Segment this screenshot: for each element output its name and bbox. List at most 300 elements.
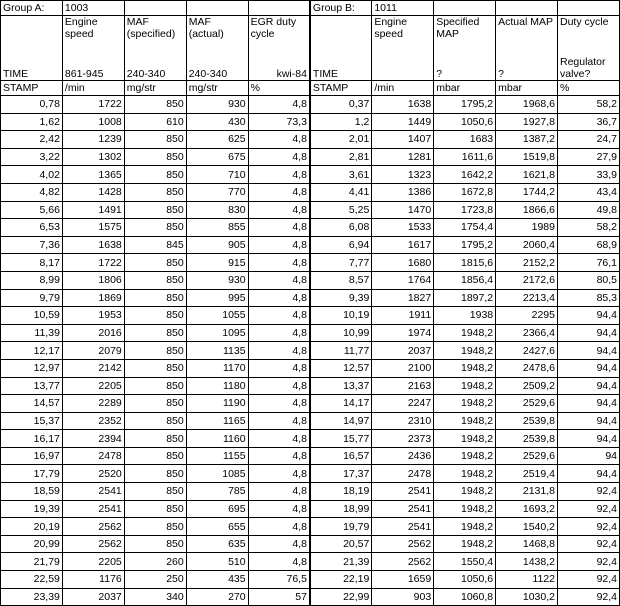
table-cell: 6,08 xyxy=(310,219,372,237)
group-b-col3-header: Specified MAP ? xyxy=(434,16,496,81)
table-cell: 850 xyxy=(124,166,186,184)
table-cell: 17,37 xyxy=(310,465,372,483)
table-cell: 675 xyxy=(186,148,248,166)
table-cell: 2205 xyxy=(62,377,124,395)
table-cell: 1638 xyxy=(372,96,434,114)
table-cell: 49,8 xyxy=(557,201,619,219)
table-cell: 850 xyxy=(124,183,186,201)
table-cell: 4,8 xyxy=(248,359,310,377)
table-cell: 11,77 xyxy=(310,342,372,360)
table-cell: 80,5 xyxy=(557,271,619,289)
table-row xyxy=(1,183,620,201)
table-cell: 27,9 xyxy=(557,148,619,166)
table-cell: 850 xyxy=(124,307,186,325)
table-row xyxy=(1,359,620,377)
table-cell: 1672,8 xyxy=(434,183,496,201)
group-b-id: 1011 xyxy=(372,1,434,16)
table-cell: 1948,2 xyxy=(434,377,496,395)
table-cell: 13,77 xyxy=(1,377,63,395)
table-cell: 2366,4 xyxy=(496,324,558,342)
table-cell: 73,3 xyxy=(248,113,310,131)
table-cell: 6,94 xyxy=(310,236,372,254)
table-cell: 57 xyxy=(248,588,310,606)
table-row xyxy=(1,166,620,184)
table-cell: 10,19 xyxy=(310,307,372,325)
group-a-col2-header: Engine speed 861-945 xyxy=(62,16,124,81)
table-cell: 6,53 xyxy=(1,219,63,237)
table-cell: 4,8 xyxy=(248,500,310,518)
table-cell: 92,4 xyxy=(557,500,619,518)
table-cell: 250 xyxy=(124,571,186,589)
table-cell: 7,36 xyxy=(1,236,63,254)
table-cell: 4,8 xyxy=(248,254,310,272)
table-cell: 22,59 xyxy=(1,571,63,589)
unit-cell: /min xyxy=(62,81,124,96)
table-cell: 1754,4 xyxy=(434,219,496,237)
table-cell: 2529,6 xyxy=(496,395,558,413)
table-cell: 1519,8 xyxy=(496,148,558,166)
table-cell: 1540,2 xyxy=(496,518,558,536)
table-cell: 1897,2 xyxy=(434,289,496,307)
table-cell: 1795,2 xyxy=(434,96,496,114)
table-cell: 1974 xyxy=(372,324,434,342)
group-b-col1-header: TIME xyxy=(310,16,372,81)
table-cell: 930 xyxy=(186,271,248,289)
table-cell: 2,81 xyxy=(310,148,372,166)
table-cell: 36,7 xyxy=(557,113,619,131)
table-cell: 1723,8 xyxy=(434,201,496,219)
table-cell: 1927,8 xyxy=(496,113,558,131)
table-cell: 1387,2 xyxy=(496,131,558,149)
table-cell: 2509,2 xyxy=(496,377,558,395)
table-cell: 4,02 xyxy=(1,166,63,184)
table-cell: 850 xyxy=(124,219,186,237)
table-cell: 1948,2 xyxy=(434,324,496,342)
table-cell: 16,97 xyxy=(1,447,63,465)
table-cell: 15,37 xyxy=(1,412,63,430)
table-cell: 2541 xyxy=(62,483,124,501)
table-cell: 18,19 xyxy=(310,483,372,501)
table-cell: 1764 xyxy=(372,271,434,289)
table-cell: 2562 xyxy=(372,535,434,553)
table-cell: 2295 xyxy=(496,307,558,325)
table-cell: 94,4 xyxy=(557,324,619,342)
table-cell: 3,22 xyxy=(1,148,63,166)
table-cell: 995 xyxy=(186,289,248,307)
table-cell: 23,39 xyxy=(1,588,63,606)
table-cell: 850 xyxy=(124,518,186,536)
table-cell: 905 xyxy=(186,236,248,254)
table-cell: 18,59 xyxy=(1,483,63,501)
table-cell: 1030,2 xyxy=(496,588,558,606)
table-cell: 1055 xyxy=(186,307,248,325)
table-cell: 1428 xyxy=(62,183,124,201)
table-row xyxy=(1,201,620,219)
unit-cell: mbar xyxy=(496,81,558,96)
table-cell: 1642,2 xyxy=(434,166,496,184)
table-cell: 4,8 xyxy=(248,465,310,483)
table-cell: 92,4 xyxy=(557,588,619,606)
table-cell: 430 xyxy=(186,113,248,131)
table-cell: 1407 xyxy=(372,131,434,149)
table-row xyxy=(1,96,620,114)
table-cell: 2478 xyxy=(62,447,124,465)
table-cell: 2079 xyxy=(62,342,124,360)
table-cell: 1806 xyxy=(62,271,124,289)
table-cell: 18,99 xyxy=(310,500,372,518)
group-a-col3-header: MAF (specified) 240-340 xyxy=(124,16,186,81)
table-cell: 2562 xyxy=(372,553,434,571)
column-header-row xyxy=(1,16,620,81)
table-cell: 1744,2 xyxy=(496,183,558,201)
table-cell: 1866,6 xyxy=(496,201,558,219)
table-cell: 76,5 xyxy=(248,571,310,589)
table-cell: 610 xyxy=(124,113,186,131)
table-cell: 1323 xyxy=(372,166,434,184)
table-cell: 58,2 xyxy=(557,219,619,237)
table-cell: 2213,4 xyxy=(496,289,558,307)
table-cell: 1470 xyxy=(372,201,434,219)
table-cell: 10,99 xyxy=(310,324,372,342)
group-b-col5-header: Duty cycle Regulator valve? xyxy=(557,16,619,81)
table-cell: 2016 xyxy=(62,324,124,342)
table-cell: 4,8 xyxy=(248,166,310,184)
table-cell: 4,8 xyxy=(248,148,310,166)
table-cell: 5,25 xyxy=(310,201,372,219)
table-cell: 1968,6 xyxy=(496,96,558,114)
table-cell: 2131,8 xyxy=(496,483,558,501)
table-cell: 1948,2 xyxy=(434,412,496,430)
table-cell: 13,37 xyxy=(310,377,372,395)
table-cell: 2037 xyxy=(62,588,124,606)
unit-cell: STAMP xyxy=(1,81,63,96)
table-cell: 4,8 xyxy=(248,201,310,219)
table-cell: 4,8 xyxy=(248,430,310,448)
table-cell: 92,4 xyxy=(557,483,619,501)
table-cell: 2529,6 xyxy=(496,447,558,465)
table-cell: 1948,2 xyxy=(434,483,496,501)
table-cell: 1155 xyxy=(186,447,248,465)
table-cell: 1,62 xyxy=(1,113,63,131)
table-row xyxy=(1,571,620,589)
table-row xyxy=(1,395,620,413)
table-cell: 510 xyxy=(186,553,248,571)
table-row xyxy=(1,236,620,254)
unit-cell: STAMP xyxy=(310,81,372,96)
table-cell: 1948,2 xyxy=(434,447,496,465)
table-cell: 930 xyxy=(186,96,248,114)
unit-cell: % xyxy=(248,81,310,96)
table-cell: 2100 xyxy=(372,359,434,377)
group-a-col1-header: TIME xyxy=(1,16,63,81)
table-cell: 7,77 xyxy=(310,254,372,272)
unit-cell: mbar xyxy=(434,81,496,96)
table-cell: 850 xyxy=(124,289,186,307)
table-cell: 9,79 xyxy=(1,289,63,307)
table-cell: 1550,4 xyxy=(434,553,496,571)
table-cell: 2172,6 xyxy=(496,271,558,289)
table-cell: 4,8 xyxy=(248,131,310,149)
table-cell: 850 xyxy=(124,447,186,465)
table-cell: 1365 xyxy=(62,166,124,184)
table-cell: 20,19 xyxy=(1,518,63,536)
table-cell: 3,61 xyxy=(310,166,372,184)
table-cell: 1638 xyxy=(62,236,124,254)
table-cell: 2152,2 xyxy=(496,254,558,272)
group-b-label: Group B: xyxy=(310,1,372,16)
table-row xyxy=(1,113,620,131)
table-cell: 19,39 xyxy=(1,500,63,518)
unit-cell: mg/str xyxy=(186,81,248,96)
table-cell: 850 xyxy=(124,412,186,430)
table-cell: 850 xyxy=(124,96,186,114)
table-cell: 260 xyxy=(124,553,186,571)
table-cell: 2247 xyxy=(372,395,434,413)
table-cell: 635 xyxy=(186,535,248,553)
table-cell: 1085 xyxy=(186,465,248,483)
table-cell: 2541 xyxy=(62,500,124,518)
table-cell: 12,97 xyxy=(1,359,63,377)
table-cell: 850 xyxy=(124,430,186,448)
table-cell: 855 xyxy=(186,219,248,237)
table-cell: 1948,2 xyxy=(434,535,496,553)
table-cell: 1575 xyxy=(62,219,124,237)
table-cell: 17,79 xyxy=(1,465,63,483)
table-cell: 58,2 xyxy=(557,96,619,114)
table-row xyxy=(1,377,620,395)
table-cell: 1170 xyxy=(186,359,248,377)
table-cell: 68,9 xyxy=(557,236,619,254)
table-cell: 1135 xyxy=(186,342,248,360)
table-row xyxy=(1,271,620,289)
table-cell: 33,9 xyxy=(557,166,619,184)
table-cell: 2394 xyxy=(62,430,124,448)
table-cell: 830 xyxy=(186,201,248,219)
table-cell: 15,77 xyxy=(310,430,372,448)
table-row xyxy=(1,324,620,342)
table-cell: 1989 xyxy=(496,219,558,237)
table-cell: 94,4 xyxy=(557,307,619,325)
table-cell: 14,97 xyxy=(310,412,372,430)
table-cell: 4,8 xyxy=(248,412,310,430)
table-cell: 903 xyxy=(372,588,434,606)
table-row xyxy=(1,254,620,272)
table-row xyxy=(1,535,620,553)
table-cell: 1008 xyxy=(62,113,124,131)
table-cell: 1948,2 xyxy=(434,395,496,413)
table-cell: 770 xyxy=(186,183,248,201)
table-cell: 2541 xyxy=(372,518,434,536)
table-cell: 625 xyxy=(186,131,248,149)
group-a-col4-header: MAF (actual) 240-340 xyxy=(186,16,248,81)
table-cell: 850 xyxy=(124,271,186,289)
table-cell: 1953 xyxy=(62,307,124,325)
table-row xyxy=(1,588,620,606)
table-cell: 12,57 xyxy=(310,359,372,377)
table-cell: 2478 xyxy=(372,465,434,483)
table-cell: 1533 xyxy=(372,219,434,237)
table-cell: 1,2 xyxy=(310,113,372,131)
table-cell: 8,57 xyxy=(310,271,372,289)
table-cell: 710 xyxy=(186,166,248,184)
table-cell: 94 xyxy=(557,447,619,465)
table-cell: 850 xyxy=(124,254,186,272)
table-cell: 850 xyxy=(124,342,186,360)
table-row xyxy=(1,430,620,448)
table-row xyxy=(1,148,620,166)
table-cell: 4,8 xyxy=(248,307,310,325)
table-cell: 1239 xyxy=(62,131,124,149)
table-cell: 2142 xyxy=(62,359,124,377)
table-row xyxy=(1,500,620,518)
table-cell: 1176 xyxy=(62,571,124,589)
table-cell: 1160 xyxy=(186,430,248,448)
table-cell: 11,39 xyxy=(1,324,63,342)
table-cell: 94,4 xyxy=(557,465,619,483)
table-cell: 8,17 xyxy=(1,254,63,272)
table-cell: 1190 xyxy=(186,395,248,413)
table-row xyxy=(1,131,620,149)
table-cell: 2352 xyxy=(62,412,124,430)
table-cell: 1948,2 xyxy=(434,342,496,360)
table-cell: 4,8 xyxy=(248,447,310,465)
table-row xyxy=(1,289,620,307)
table-cell: 1659 xyxy=(372,571,434,589)
table-cell: 94,4 xyxy=(557,342,619,360)
table-cell: 4,8 xyxy=(248,96,310,114)
table-cell: 92,4 xyxy=(557,518,619,536)
table-row xyxy=(1,465,620,483)
table-cell: 850 xyxy=(124,535,186,553)
table-cell: 850 xyxy=(124,395,186,413)
table-cell: 1281 xyxy=(372,148,434,166)
table-cell: 2478,6 xyxy=(496,359,558,377)
group-b-col2-header: Engine speed xyxy=(372,16,434,81)
table-cell: 1948,2 xyxy=(434,465,496,483)
table-cell: 1165 xyxy=(186,412,248,430)
table-cell: 435 xyxy=(186,571,248,589)
table-cell: 850 xyxy=(124,465,186,483)
table-cell: 1468,8 xyxy=(496,535,558,553)
table-cell: 1060,8 xyxy=(434,588,496,606)
table-cell: 1050,6 xyxy=(434,113,496,131)
table-cell: 2289 xyxy=(62,395,124,413)
table-cell: 1869 xyxy=(62,289,124,307)
table-cell: 1449 xyxy=(372,113,434,131)
table-cell: 2205 xyxy=(62,553,124,571)
table-cell: 845 xyxy=(124,236,186,254)
table-cell: 1795,2 xyxy=(434,236,496,254)
table-cell: 92,4 xyxy=(557,535,619,553)
group-a-label: Group A: xyxy=(1,1,63,16)
table-row xyxy=(1,553,620,571)
table-cell: 10,59 xyxy=(1,307,63,325)
table-cell: 1050,6 xyxy=(434,571,496,589)
table-cell: 2436 xyxy=(372,447,434,465)
table-cell: 85,3 xyxy=(557,289,619,307)
table-cell: 850 xyxy=(124,148,186,166)
table-cell: 340 xyxy=(124,588,186,606)
table-cell: 1722 xyxy=(62,96,124,114)
table-cell: 2,42 xyxy=(1,131,63,149)
table-cell: 4,8 xyxy=(248,271,310,289)
table-cell: 2541 xyxy=(372,500,434,518)
table-cell: 0,78 xyxy=(1,96,63,114)
table-cell: 1948,2 xyxy=(434,518,496,536)
table-row xyxy=(1,342,620,360)
table-cell: 94,4 xyxy=(557,377,619,395)
table-cell: 1948,2 xyxy=(434,500,496,518)
table-cell: 76,1 xyxy=(557,254,619,272)
table-cell: 850 xyxy=(124,500,186,518)
table-cell: 2427,6 xyxy=(496,342,558,360)
table-cell: 4,8 xyxy=(248,236,310,254)
table-cell: 2060,4 xyxy=(496,236,558,254)
table-cell: 4,8 xyxy=(248,553,310,571)
table-cell: 16,17 xyxy=(1,430,63,448)
table-cell: 4,8 xyxy=(248,377,310,395)
table-cell: 12,17 xyxy=(1,342,63,360)
table-cell: 94,4 xyxy=(557,359,619,377)
table-cell: 915 xyxy=(186,254,248,272)
table-cell: 92,4 xyxy=(557,571,619,589)
table-cell: 1438,2 xyxy=(496,553,558,571)
table-cell: 1693,2 xyxy=(496,500,558,518)
table-cell: 4,8 xyxy=(248,324,310,342)
table-cell: 850 xyxy=(124,131,186,149)
table-cell: 2037 xyxy=(372,342,434,360)
table-cell: 850 xyxy=(124,377,186,395)
table-cell: 4,82 xyxy=(1,183,63,201)
table-cell: 22,19 xyxy=(310,571,372,589)
table-cell: 1683 xyxy=(434,131,496,149)
table-cell: 24,7 xyxy=(557,131,619,149)
table-row xyxy=(1,412,620,430)
table-cell: 94,4 xyxy=(557,430,619,448)
table-cell: 0,37 xyxy=(310,96,372,114)
table-cell: 4,8 xyxy=(248,342,310,360)
group-header-row xyxy=(1,1,620,16)
table-cell: 850 xyxy=(124,359,186,377)
table-cell: 4,8 xyxy=(248,219,310,237)
table-cell: 850 xyxy=(124,483,186,501)
table-cell: 1815,6 xyxy=(434,254,496,272)
table-cell: 1621,8 xyxy=(496,166,558,184)
unit-cell: % xyxy=(557,81,619,96)
table-cell: 2519,4 xyxy=(496,465,558,483)
table-cell: 270 xyxy=(186,588,248,606)
table-cell: 21,39 xyxy=(310,553,372,571)
table-cell: 1938 xyxy=(434,307,496,325)
table-cell: 4,41 xyxy=(310,183,372,201)
table-cell: 43,4 xyxy=(557,183,619,201)
group-b-col4-header: Actual MAP ? xyxy=(496,16,558,81)
table-cell: 4,8 xyxy=(248,289,310,307)
table-cell: 1680 xyxy=(372,254,434,272)
table-cell: 2539,8 xyxy=(496,430,558,448)
table-cell: 5,66 xyxy=(1,201,63,219)
table-cell: 1722 xyxy=(62,254,124,272)
table-cell: 4,8 xyxy=(248,395,310,413)
table-cell: 850 xyxy=(124,324,186,342)
table-cell: 94,4 xyxy=(557,412,619,430)
table-cell: 2562 xyxy=(62,535,124,553)
group-a-col5-header: EGR duty cycle kwi-84 xyxy=(248,16,310,81)
table-cell: 1948,2 xyxy=(434,359,496,377)
table-cell: 1386 xyxy=(372,183,434,201)
table-cell: 20,57 xyxy=(310,535,372,553)
table-cell: 1095 xyxy=(186,324,248,342)
